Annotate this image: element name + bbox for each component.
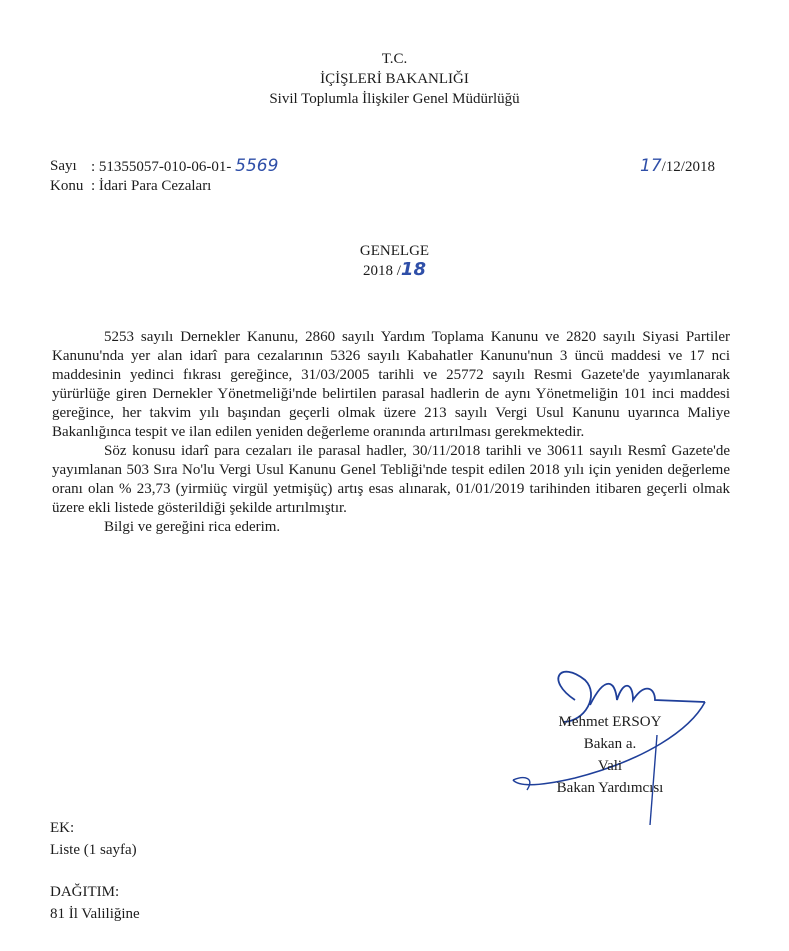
header-ministry: İÇİŞLERİ BAKANLIĞI xyxy=(320,71,469,87)
distribution-item: 81 İl Valiliğine xyxy=(50,906,140,922)
circular-handwritten-number: 18 xyxy=(400,259,426,280)
document-date xyxy=(640,156,715,177)
distribution-label: DAĞITIM: xyxy=(50,884,120,900)
sayi-label: Sayı xyxy=(50,158,77,174)
date-handwritten-day: 17 xyxy=(640,156,662,176)
sayi-value xyxy=(91,156,278,177)
paragraph-1: 5253 sayılı Dernekler Kanunu, 2860 sayılı Yardım Toplama Kanunu ve 2820 sayılı Siyasi Partiler Kanunu'nda yer alan idarî para cezalarının 5326 sayılı Kabahatler Kanunu'nun 3 üncü maddesi ve 17 nci maddesinin yedinci fıkrası gereğince, 31/03/2005 tarihli ve 25772 sayılı Resmi Gazete'de yayımlanarak yürürlüğe giren Dernekler Yönetmeliği'nde belirtilen parasal hadlerin de aynı Yönetmeliğin 101 inci maddesi gereğince, her takvim yılı başından geçerli olmak üzere 213 sayılı Vergi Usul Kanunu uyarınca Maliye Bakanlığınca tespit ve ilan edilen yeniden değerleme oranında artırılması gerekmektedir. xyxy=(52,329,730,440)
date-month-year: /12/2018 xyxy=(661,159,715,175)
signatory-name: Mehmet ERSOY xyxy=(558,714,662,730)
paragraph-2: Söz konusu idarî para cezaları ile parasal hadler, 30/11/2018 tarihli ve 30611 sayılı Resmî Gazete'de yayımlanan 503 Sıra No'lu Vergi Usul Kanunu Genel Tebliği'nde tespit edilen 2018 yılı için yeniden değerleme oranı olan % 23,73 (yirmiüç virgül yetmişüç) artış esas alınarak, 01/01/2019 tarihinden itibaren geçerli olmak üzere ekli listede gösterildiği şekilde artırılmıştır. xyxy=(52,443,730,516)
konu-value: : İdari Para Cezaları xyxy=(91,178,212,194)
header-tc: T.C. xyxy=(381,51,408,67)
sayi-handwritten-number: 5569 xyxy=(235,156,279,176)
attachments-item: Liste (1 sayfa) xyxy=(50,842,137,858)
attachments-label: EK: xyxy=(50,820,75,836)
signatory-title-3: Bakan Yardımcısı xyxy=(556,780,664,796)
signatory-title-1: Bakan a. xyxy=(583,736,637,752)
konu-label: Konu xyxy=(50,178,84,194)
header-directorate: Sivil Toplumla İlişkiler Genel Müdürlüğü xyxy=(269,91,520,107)
sayi-number: : 51355057-010-06-01- xyxy=(91,159,232,175)
signatory-title-2: Vali xyxy=(597,758,623,774)
paragraph-3: Bilgi ve gereğini rica ederim. xyxy=(104,519,281,535)
circular-title: GENELGE xyxy=(359,243,430,259)
circular-year: 2018 / xyxy=(363,263,401,279)
circular-number xyxy=(0,261,789,280)
letter-body xyxy=(52,328,730,537)
